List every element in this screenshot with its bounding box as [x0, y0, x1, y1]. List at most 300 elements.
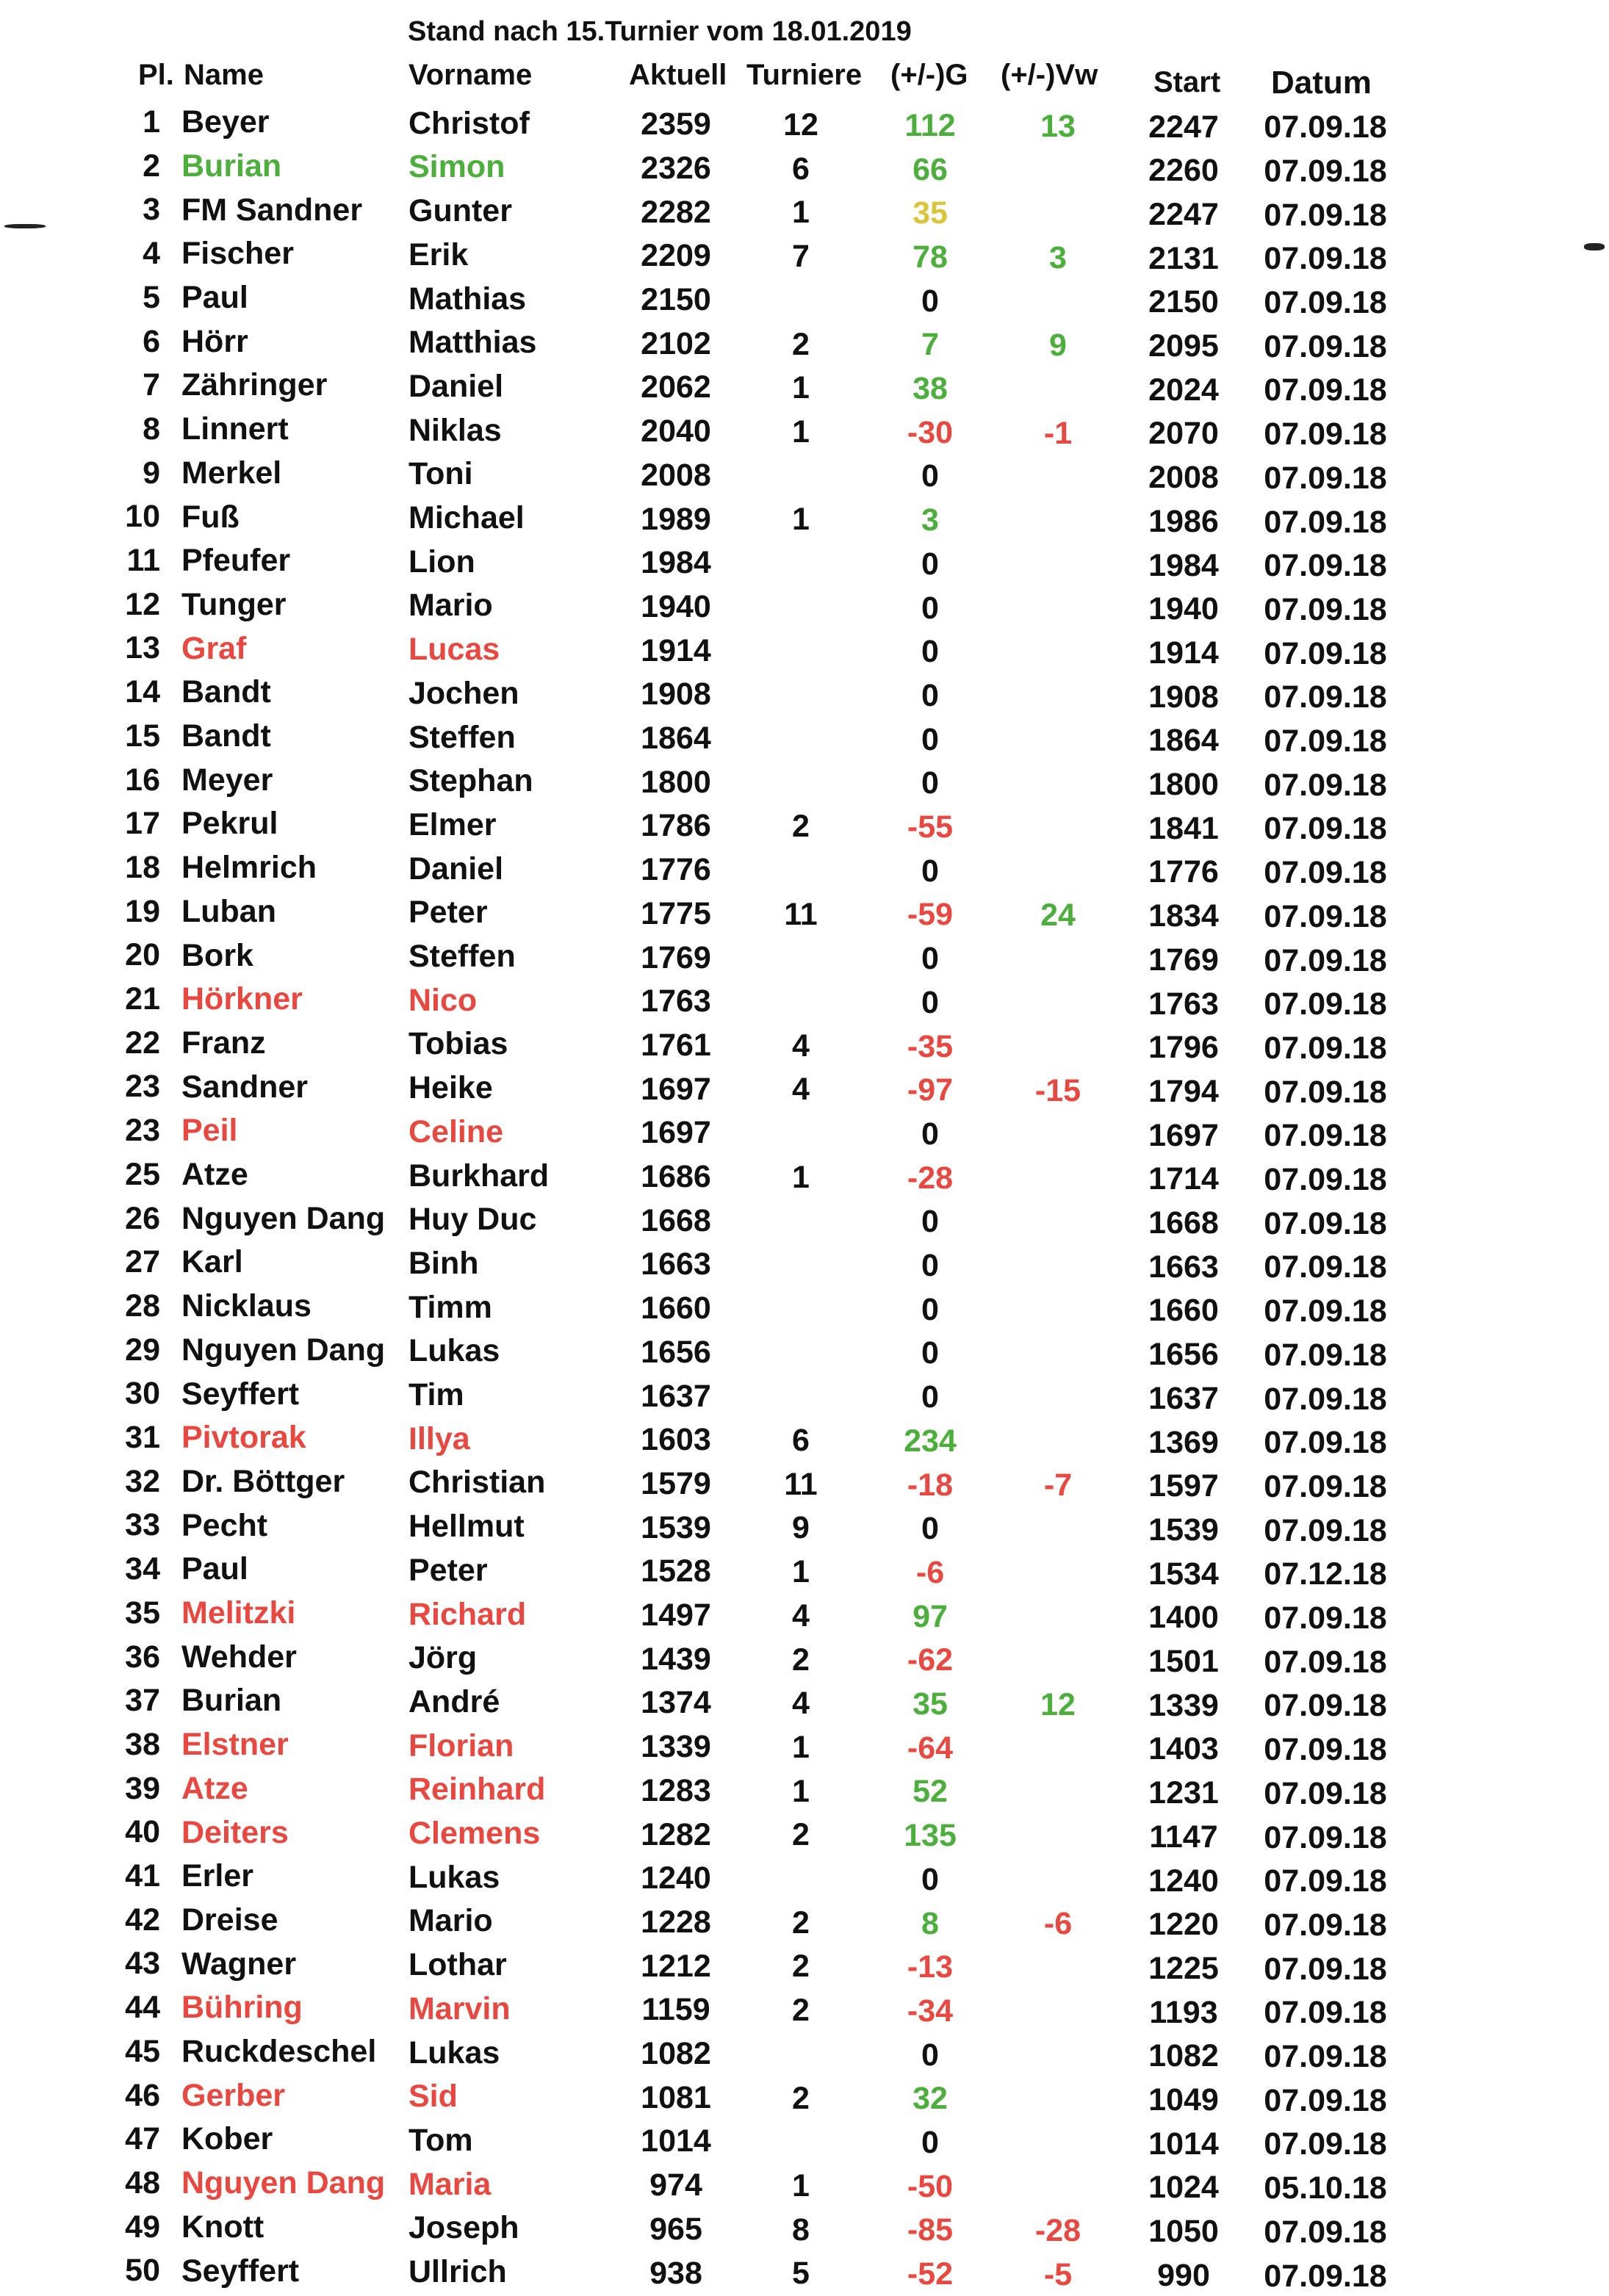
row-turniere: 4	[792, 1072, 810, 1108]
header-turniere: Turniere	[746, 59, 863, 91]
row-g: 0	[921, 1291, 939, 1327]
row-pl: 21	[125, 981, 160, 1017]
row-datum: 07.09.18	[1264, 679, 1387, 715]
row-g: 0	[921, 1335, 939, 1371]
row-start: 1769	[1148, 942, 1219, 978]
row-vorname: Simon	[408, 149, 505, 185]
row-start: 1914	[1148, 635, 1219, 671]
row-vorname: Elmer	[408, 806, 497, 842]
row-vorname: André	[408, 1683, 500, 1719]
row-name: Ruckdeschel	[181, 2034, 377, 2070]
row-aktuell: 1656	[641, 1334, 711, 1370]
row-datum: 07.09.18	[1264, 372, 1387, 408]
row-aktuell: 1212	[641, 1948, 711, 1984]
row-aktuell: 1081	[641, 2079, 711, 2115]
row-aktuell: 1637	[641, 1378, 711, 1414]
row-vorname: Marvin	[408, 1990, 511, 2026]
header-vorname: Vorname	[408, 59, 533, 91]
row-aktuell: 1984	[641, 545, 711, 581]
row-g: 0	[921, 1248, 939, 1284]
row-vorname: Joseph	[408, 2210, 519, 2246]
row-g: 35	[913, 195, 948, 231]
row-name: Kober	[181, 2121, 273, 2157]
row-start: 2131	[1148, 240, 1219, 276]
row-datum: 07.09.18	[1264, 635, 1387, 671]
row-g: 0	[921, 283, 939, 319]
row-name: Bork	[181, 937, 253, 973]
row-datum: 07.09.18	[1264, 723, 1387, 759]
row-aktuell: 1014	[641, 2123, 711, 2159]
row-datum: 07.09.18	[1264, 1205, 1387, 1241]
row-vorname: Lucas	[408, 632, 500, 668]
row-name: Burian	[181, 148, 282, 184]
header-name: Name	[184, 59, 264, 91]
row-start: 1660	[1148, 1293, 1219, 1329]
row-datum: 07.09.18	[1264, 2126, 1387, 2162]
row-pl: 20	[125, 937, 160, 973]
row-name: Nicklaus	[181, 1288, 312, 1324]
row-g: -97	[907, 1072, 954, 1108]
row-start: 2070	[1148, 416, 1219, 452]
row-start: 2008	[1148, 460, 1219, 496]
row-datum: 07.09.18	[1264, 2258, 1387, 2294]
row-datum: 07.09.18	[1264, 2039, 1387, 2075]
row-name: Linnert	[181, 411, 289, 447]
row-name: Deiters	[181, 1814, 289, 1850]
row-turniere: 7	[792, 239, 810, 275]
row-pl: 47	[125, 2121, 160, 2157]
row-g: -85	[907, 2212, 954, 2248]
scan-mark-right	[1584, 243, 1605, 250]
row-datum: 07.09.18	[1264, 898, 1387, 934]
row-name: Bandt	[181, 718, 271, 754]
row-name: Erler	[181, 1858, 254, 1894]
row-turniere: 11	[784, 896, 818, 932]
row-pl: 5	[143, 279, 160, 315]
row-g: 0	[921, 634, 939, 670]
row-aktuell: 1240	[641, 1860, 711, 1896]
row-turniere: 8	[792, 2212, 810, 2248]
row-pl: 17	[125, 806, 160, 842]
row-name: Knott	[181, 2209, 264, 2245]
row-vorname: Jochen	[408, 675, 519, 711]
row-pl: 23	[125, 1069, 160, 1105]
row-vorname: Erik	[408, 237, 469, 272]
row-g: -18	[907, 1467, 954, 1503]
row-datum: 07.09.18	[1264, 197, 1387, 233]
row-g: 0	[921, 721, 939, 757]
row-vorname: Daniel	[408, 851, 504, 887]
row-pl: 22	[125, 1025, 160, 1061]
row-aktuell: 1228	[641, 1904, 711, 1940]
row-g: 3	[921, 502, 939, 538]
row-start: 1668	[1148, 1205, 1219, 1241]
row-turniere: 6	[792, 1423, 810, 1459]
row-pl: 4	[143, 236, 160, 272]
row-pl: 23	[125, 1113, 160, 1149]
row-turniere: 2	[792, 2080, 810, 2116]
row-datum: 07.09.18	[1264, 328, 1387, 364]
row-g: 234	[904, 1423, 957, 1459]
row-pl: 35	[125, 1595, 160, 1631]
row-aktuell: 1761	[641, 1027, 711, 1063]
page-title: Stand nach 15.Turnier vom 18.01.2019	[408, 16, 912, 47]
row-pl: 31	[125, 1420, 160, 1456]
row-pl: 32	[125, 1463, 160, 1499]
row-datum: 07.09.18	[1264, 1995, 1387, 2031]
row-name: Dreise	[181, 1902, 278, 1938]
row-vorname: Daniel	[408, 368, 504, 404]
row-start: 1014	[1148, 2126, 1219, 2162]
row-start: 1050	[1148, 2214, 1219, 2250]
row-name: Elstner	[181, 1727, 289, 1763]
row-vorname: Heike	[408, 1070, 493, 1106]
row-aktuell: 1686	[641, 1159, 711, 1194]
row-vorname: Christian	[408, 1465, 546, 1501]
row-aktuell: 1864	[641, 721, 711, 756]
header-aktuell: Aktuell	[629, 59, 727, 91]
row-name: Atze	[181, 1157, 248, 1193]
row-g: -35	[907, 1028, 954, 1064]
row-g: -55	[907, 809, 954, 845]
row-vorname: Mathias	[408, 281, 527, 317]
row-name: Pecht	[181, 1507, 268, 1543]
row-pl: 13	[125, 630, 160, 666]
row-aktuell: 1908	[641, 676, 711, 712]
row-datum: 07.09.18	[1264, 2082, 1387, 2118]
row-g: 112	[904, 107, 956, 143]
row-aktuell: 1374	[641, 1685, 711, 1721]
row-turniere: 2	[792, 326, 810, 362]
row-pl: 40	[125, 1814, 160, 1850]
row-aktuell: 1775	[641, 895, 711, 931]
row-start: 1597	[1148, 1468, 1219, 1504]
row-vw: -15	[1034, 1073, 1081, 1109]
row-vorname: Sid	[408, 2079, 458, 2115]
row-name: Franz	[181, 1025, 266, 1061]
row-pl: 6	[143, 323, 160, 359]
row-datum: 07.09.18	[1264, 1118, 1387, 1154]
row-datum: 07.09.18	[1264, 241, 1387, 277]
row-name: Beyer	[181, 104, 270, 140]
row-g: -64	[907, 1730, 954, 1766]
row-turniere: 2	[792, 1817, 810, 1853]
row-aktuell: 1800	[641, 764, 711, 800]
row-vorname: Niklas	[408, 412, 502, 448]
row-g: 0	[921, 765, 939, 801]
row-name: Merkel	[181, 455, 282, 491]
row-aktuell: 1663	[641, 1246, 711, 1282]
row-vorname: Matthias	[408, 325, 537, 361]
row-g: 38	[913, 371, 948, 407]
row-aktuell: 1339	[641, 1729, 711, 1765]
row-aktuell: 1769	[641, 939, 711, 975]
row-datum: 07.09.18	[1264, 1162, 1387, 1198]
header-g: (+/-)G	[890, 59, 968, 91]
row-pl: 33	[125, 1507, 160, 1543]
row-pl: 42	[125, 1902, 160, 1938]
row-name: Melitzki	[181, 1595, 296, 1631]
row-datum: 07.09.18	[1264, 591, 1387, 627]
row-name: Hörr	[181, 323, 248, 359]
row-aktuell: 1539	[641, 1509, 711, 1545]
row-datum: 07.09.18	[1264, 942, 1387, 978]
row-start: 1225	[1148, 1950, 1219, 1986]
row-start: 2024	[1148, 372, 1219, 408]
row-aktuell: 1282	[641, 1816, 711, 1852]
row-vorname: Mario	[408, 588, 493, 624]
row-start: 1763	[1148, 986, 1219, 1022]
row-start: 1240	[1148, 1863, 1219, 1899]
row-datum: 07.09.18	[1264, 1688, 1387, 1724]
row-start: 1369	[1148, 1424, 1219, 1460]
row-vorname: Burkhard	[408, 1158, 550, 1194]
row-name: Fuß	[181, 499, 240, 535]
row-pl: 1	[143, 104, 160, 140]
row-vorname: Tobias	[408, 1026, 508, 1062]
row-vorname: Illya	[408, 1420, 470, 1456]
header-datum: Datum	[1271, 65, 1372, 101]
row-start: 1834	[1148, 898, 1219, 934]
row-aktuell: 1776	[641, 852, 711, 888]
row-name: Tunger	[181, 586, 287, 622]
row-pl: 38	[125, 1726, 160, 1762]
row-vorname: Tom	[408, 2122, 473, 2158]
row-pl: 34	[125, 1551, 160, 1587]
row-start: 1082	[1148, 2038, 1219, 2074]
row-vw: 12	[1040, 1686, 1076, 1722]
row-datum: 07.09.18	[1264, 767, 1387, 803]
row-vorname: Huy Duc	[408, 1202, 537, 1238]
row-aktuell: 1159	[641, 1992, 710, 2028]
row-aktuell: 2040	[641, 414, 711, 450]
row-aktuell: 1283	[641, 1772, 711, 1808]
row-pl: 16	[125, 762, 160, 798]
row-vorname: Peter	[408, 895, 488, 931]
header-vw: (+/-)Vw	[1001, 59, 1098, 91]
row-g: 0	[921, 1204, 939, 1240]
row-g: -50	[907, 2168, 954, 2204]
row-pl: 36	[125, 1639, 160, 1675]
row-name: Bandt	[181, 674, 271, 710]
row-g: 135	[904, 1818, 957, 1854]
row-start: 2150	[1148, 284, 1219, 320]
row-datum: 07.09.18	[1264, 811, 1387, 847]
header-pl: Pl.	[138, 59, 174, 91]
row-g: -30	[907, 414, 954, 450]
row-datum: 07.09.18	[1264, 504, 1387, 540]
row-vorname: Mario	[408, 1903, 493, 1939]
row-datum: 07.09.18	[1264, 1249, 1387, 1285]
row-datum: 07.09.18	[1264, 1074, 1387, 1110]
row-start: 1656	[1148, 1337, 1219, 1373]
row-datum: 07.09.18	[1264, 986, 1387, 1022]
row-pl: 48	[125, 2165, 160, 2201]
row-vw: -5	[1043, 2256, 1073, 2292]
row-g: 32	[913, 2081, 948, 2117]
row-vorname: Maria	[408, 2166, 492, 2202]
row-turniere: 11	[784, 1466, 818, 1502]
row-start: 1663	[1148, 1249, 1219, 1285]
row-vw: -28	[1034, 2213, 1081, 2249]
row-g: -13	[907, 1949, 954, 1985]
row-start: 1800	[1148, 767, 1219, 802]
row-aktuell: 1497	[641, 1598, 711, 1633]
row-g: 0	[921, 941, 939, 977]
row-turniere: 2	[792, 1642, 810, 1678]
row-name: Zähringer	[181, 367, 328, 403]
row-name: Helmrich	[181, 850, 317, 886]
row-turniere: 4	[792, 1028, 810, 1064]
row-start: 1400	[1148, 1600, 1219, 1636]
row-start: 1940	[1148, 591, 1219, 627]
row-pl: 43	[125, 1946, 160, 1982]
row-vorname: Stephan	[408, 763, 533, 799]
row-g: 8	[921, 1905, 939, 1941]
row-name: Seyffert	[181, 2253, 300, 2289]
row-start: 1637	[1148, 1380, 1219, 1416]
row-vw: 13	[1040, 108, 1076, 144]
row-aktuell: 1668	[641, 1202, 711, 1238]
row-vorname: Lukas	[408, 2035, 500, 2071]
row-turniere: 2	[792, 1993, 810, 2029]
row-turniere: 4	[792, 1598, 810, 1633]
row-name: Nguyen Dang	[181, 1332, 386, 1368]
row-g: 0	[921, 984, 939, 1020]
row-turniere: 1	[792, 370, 810, 406]
row-turniere: 2	[792, 1949, 810, 1985]
row-vorname: Lothar	[408, 1947, 507, 1983]
row-g: 0	[921, 853, 939, 889]
row-pl: 44	[125, 1990, 160, 2026]
row-vorname: Florian	[408, 1728, 514, 1763]
row-vorname: Clemens	[408, 1816, 541, 1851]
row-g: 0	[921, 458, 939, 494]
row-start: 1697	[1148, 1117, 1219, 1153]
row-name: Nguyen Dang	[181, 1200, 386, 1236]
header-start: Start	[1153, 66, 1221, 98]
row-pl: 26	[125, 1200, 160, 1236]
row-turniere: 1	[792, 2167, 810, 2203]
row-g: 7	[921, 327, 939, 363]
row-name: Wehder	[181, 1639, 297, 1675]
row-name: Hörkner	[181, 981, 303, 1017]
row-g: 35	[913, 1686, 948, 1722]
row-pl: 28	[125, 1288, 160, 1324]
row-start: 1501	[1148, 1644, 1219, 1679]
row-aktuell: 1697	[641, 1115, 711, 1151]
row-aktuell: 1786	[641, 808, 711, 844]
row-g: -28	[907, 1160, 954, 1196]
row-vw: 3	[1049, 239, 1067, 275]
row-pl: 2	[143, 148, 160, 184]
row-pl: 19	[125, 893, 160, 929]
row-pl: 15	[125, 718, 160, 754]
row-datum: 07.09.18	[1264, 1337, 1387, 1373]
row-start: 1534	[1148, 1556, 1219, 1592]
row-turniere: 2	[792, 809, 810, 845]
row-aktuell: 1914	[641, 632, 711, 668]
row-name: Nguyen Dang	[181, 2165, 386, 2201]
row-start: 1714	[1148, 1161, 1219, 1197]
row-pl: 8	[143, 411, 160, 447]
row-aktuell: 965	[649, 2211, 702, 2247]
row-datum: 07.09.18	[1264, 416, 1387, 452]
row-g: 0	[921, 590, 939, 626]
row-datum: 07.09.18	[1264, 1819, 1387, 1855]
row-vorname: Jörg	[408, 1640, 478, 1676]
row-datum: 07.09.18	[1264, 1512, 1387, 1548]
row-start: 2247	[1148, 109, 1219, 145]
row-name: Sandner	[181, 1069, 309, 1105]
row-g: 66	[913, 151, 948, 187]
row-g: 0	[921, 2125, 939, 2161]
scan-mark-left	[4, 224, 46, 228]
row-datum: 07.12.18	[1264, 1556, 1387, 1592]
row-turniere: 4	[792, 1686, 810, 1722]
row-datum: 07.09.18	[1264, 855, 1387, 891]
row-pl: 14	[125, 674, 160, 710]
row-aktuell: 974	[649, 2167, 702, 2203]
row-start: 2095	[1148, 328, 1219, 364]
row-g: -34	[907, 1993, 954, 2029]
row-g: 0	[921, 546, 939, 582]
row-aktuell: 1603	[641, 1422, 711, 1458]
row-vw: -1	[1043, 415, 1073, 451]
row-start: 1776	[1148, 854, 1219, 890]
row-name: Graf	[181, 630, 247, 666]
row-aktuell: 1082	[641, 2036, 711, 2071]
row-pl: 11	[126, 543, 160, 579]
row-vorname: Peter	[408, 1552, 488, 1588]
row-aktuell: 1528	[641, 1553, 711, 1589]
row-g: 0	[921, 1861, 939, 1897]
row-start: 1986	[1148, 503, 1219, 539]
row-aktuell: 938	[649, 2255, 702, 2291]
row-pl: 10	[125, 499, 160, 535]
row-vorname: Richard	[408, 1596, 527, 1632]
row-name: Gerber	[181, 2077, 286, 2113]
row-aktuell: 2008	[641, 457, 711, 493]
row-name: Fischer	[181, 236, 294, 272]
row-pl: 9	[143, 455, 160, 491]
row-turniere: 1	[792, 502, 810, 538]
row-start: 2260	[1148, 153, 1219, 189]
row-datum: 07.09.18	[1264, 1644, 1387, 1680]
row-aktuell: 2062	[641, 369, 711, 405]
row-aktuell: 2150	[641, 282, 711, 317]
row-g: -59	[907, 897, 954, 933]
row-aktuell: 1660	[641, 1290, 711, 1326]
row-aktuell: 2359	[641, 107, 711, 142]
row-datum: 07.09.18	[1264, 1951, 1387, 1987]
row-start: 1220	[1148, 1907, 1219, 1943]
row-name: Peil	[181, 1113, 238, 1149]
row-start: 1864	[1148, 723, 1219, 759]
row-name: Paul	[181, 1551, 248, 1587]
row-aktuell: 1763	[641, 983, 711, 1019]
row-pl: 27	[125, 1244, 160, 1280]
row-datum: 07.09.18	[1264, 1293, 1387, 1329]
row-start: 1794	[1148, 1073, 1219, 1109]
row-g: 78	[913, 239, 948, 275]
row-start: 2247	[1148, 196, 1219, 232]
row-aktuell: 1697	[641, 1071, 711, 1107]
row-vorname: Steffen	[408, 719, 516, 755]
row-start: 1193	[1149, 1994, 1218, 2030]
row-datum: 07.09.18	[1264, 285, 1387, 321]
row-vorname: Ullrich	[408, 2254, 507, 2289]
